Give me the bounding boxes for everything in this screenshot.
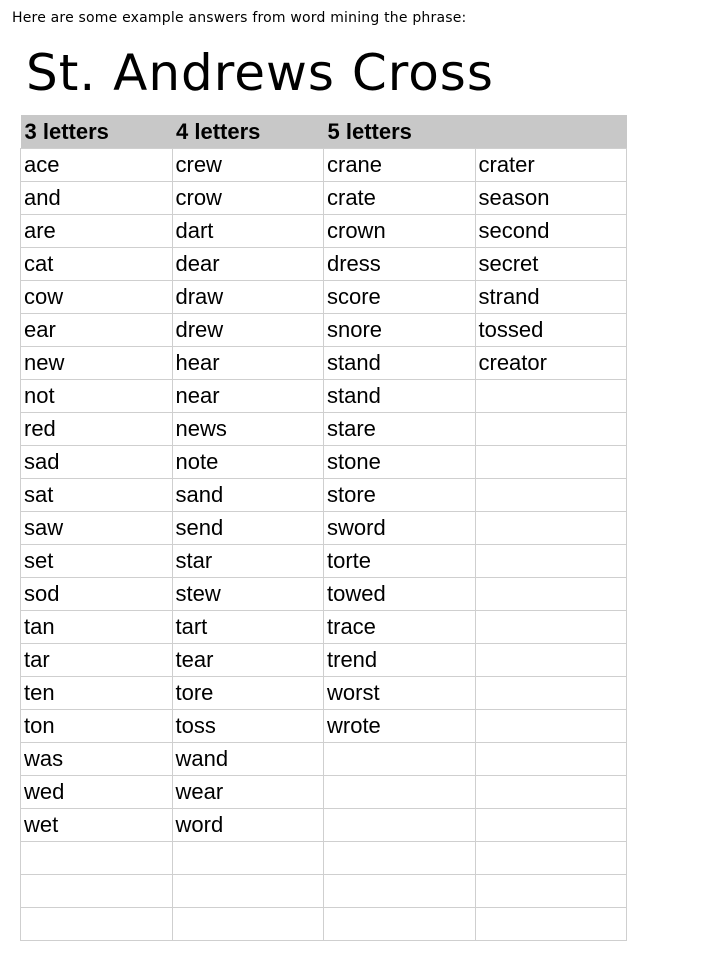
word-3-letters-cell: ace: [21, 149, 173, 182]
word-3-letters-cell: wet: [21, 809, 173, 842]
word-3-letters-cell: [21, 842, 173, 875]
word-6-plus-letters-cell: [475, 842, 627, 875]
word-3-letters-cell: tan: [21, 611, 173, 644]
word-6-plus-letters-cell: [475, 578, 627, 611]
table-row: [21, 545, 627, 578]
header-3-letters: 3 letters: [24, 118, 109, 144]
header-5-letters: 5 letters: [327, 118, 412, 144]
word-5-letters-cell: crate: [324, 182, 476, 215]
word-4-letters-cell: crew: [172, 149, 324, 182]
table-row: [21, 182, 627, 215]
table-row: [21, 149, 627, 182]
word-5-letters-cell: score: [324, 281, 476, 314]
word-table-body: [21, 149, 627, 941]
word-6-plus-letters-cell: second: [475, 215, 627, 248]
header-row: [21, 115, 627, 149]
word-3-letters-cell: [21, 908, 173, 941]
word-6-plus-letters-cell: strand: [475, 281, 627, 314]
word-5-letters-cell: [324, 743, 476, 776]
word-3-letters-cell: sod: [21, 578, 173, 611]
word-6-plus-letters-cell: [475, 611, 627, 644]
word-3-letters-cell: and: [21, 182, 173, 215]
word-5-letters-cell: sword: [324, 512, 476, 545]
word-6-plus-letters-cell: secret: [475, 248, 627, 281]
word-6-plus-letters-cell: season: [475, 182, 627, 215]
word-6-plus-letters-cell: [475, 875, 627, 908]
table-row: [21, 380, 627, 413]
table-row: [21, 842, 627, 875]
word-5-letters-cell: crane: [324, 149, 476, 182]
table-row: [21, 215, 627, 248]
word-5-letters-cell: torte: [324, 545, 476, 578]
word-5-letters-cell: [324, 908, 476, 941]
word-table-header: [21, 115, 627, 149]
word-3-letters-cell: tar: [21, 644, 173, 677]
word-3-letters-cell: was: [21, 743, 173, 776]
table-row: [21, 446, 627, 479]
word-3-letters-cell: new: [21, 347, 173, 380]
word-3-letters-cell: ton: [21, 710, 173, 743]
table-row: [21, 875, 627, 908]
word-6-plus-letters-cell: creator: [475, 347, 627, 380]
word-4-letters-cell: news: [172, 413, 324, 446]
word-5-letters-cell: [324, 875, 476, 908]
word-3-letters-cell: red: [21, 413, 173, 446]
word-3-letters-cell: cow: [21, 281, 173, 314]
word-6-plus-letters-cell: [475, 512, 627, 545]
word-3-letters-cell: ten: [21, 677, 173, 710]
word-3-letters-cell: ear: [21, 314, 173, 347]
word-5-letters-cell: trend: [324, 644, 476, 677]
table-row: [21, 578, 627, 611]
word-5-letters-cell: [324, 809, 476, 842]
word-5-letters-cell: store: [324, 479, 476, 512]
word-6-plus-letters-cell: [475, 644, 627, 677]
word-4-letters-cell: crow: [172, 182, 324, 215]
word-6-plus-letters-cell: [475, 413, 627, 446]
word-5-letters-cell: snore: [324, 314, 476, 347]
word-4-letters-cell: drew: [172, 314, 324, 347]
word-6-plus-letters-cell: tossed: [475, 314, 627, 347]
word-4-letters-cell: sand: [172, 479, 324, 512]
word-6-plus-letters-cell: [475, 776, 627, 809]
table-row: [21, 677, 627, 710]
page-title: St. Andrews Cross: [26, 44, 494, 102]
word-6-plus-letters-cell: [475, 446, 627, 479]
word-4-letters-cell: tear: [172, 644, 324, 677]
word-4-letters-cell: wear: [172, 776, 324, 809]
word-4-letters-cell: send: [172, 512, 324, 545]
word-5-letters-cell: stand: [324, 347, 476, 380]
word-6-plus-letters-cell: [475, 380, 627, 413]
header-6-plus-letters: [475, 115, 627, 149]
word-4-letters-cell: [172, 875, 324, 908]
table-row: [21, 710, 627, 743]
table-row: [21, 512, 627, 545]
table-row: [21, 809, 627, 842]
word-4-letters-cell: note: [172, 446, 324, 479]
table-row: [21, 479, 627, 512]
word-5-letters-cell: towed: [324, 578, 476, 611]
word-4-letters-cell: stew: [172, 578, 324, 611]
word-6-plus-letters-cell: [475, 743, 627, 776]
word-4-letters-cell: [172, 908, 324, 941]
word-5-letters-cell: worst: [324, 677, 476, 710]
word-4-letters-cell: dart: [172, 215, 324, 248]
table-row: [21, 248, 627, 281]
word-table: [20, 115, 627, 941]
word-4-letters-cell: wand: [172, 743, 324, 776]
table-row: [21, 347, 627, 380]
word-4-letters-cell: word: [172, 809, 324, 842]
header-4-letters: 4 letters: [176, 118, 261, 144]
word-5-letters-cell: crown: [324, 215, 476, 248]
word-5-letters-cell: stone: [324, 446, 476, 479]
word-5-letters-cell: trace: [324, 611, 476, 644]
word-4-letters-cell: star: [172, 545, 324, 578]
word-6-plus-letters-cell: [475, 710, 627, 743]
word-5-letters-cell: [324, 776, 476, 809]
word-5-letters-cell: stare: [324, 413, 476, 446]
word-6-plus-letters-cell: [475, 677, 627, 710]
word-6-plus-letters-cell: [475, 809, 627, 842]
table-row: [21, 776, 627, 809]
word-3-letters-cell: not: [21, 380, 173, 413]
table-row: [21, 908, 627, 941]
word-3-letters-cell: are: [21, 215, 173, 248]
word-3-letters-cell: [21, 875, 173, 908]
word-5-letters-cell: wrote: [324, 710, 476, 743]
table-row: [21, 644, 627, 677]
word-5-letters-cell: [324, 842, 476, 875]
word-5-letters-cell: dress: [324, 248, 476, 281]
table-row: [21, 611, 627, 644]
word-3-letters-cell: cat: [21, 248, 173, 281]
table-row: [21, 314, 627, 347]
intro-text: Here are some example answers from word mining the phrase:: [12, 10, 467, 26]
table-row: [21, 413, 627, 446]
word-6-plus-letters-cell: [475, 545, 627, 578]
word-4-letters-cell: near: [172, 380, 324, 413]
word-4-letters-cell: draw: [172, 281, 324, 314]
word-3-letters-cell: saw: [21, 512, 173, 545]
word-4-letters-cell: toss: [172, 710, 324, 743]
word-3-letters-cell: sad: [21, 446, 173, 479]
word-6-plus-letters-cell: crater: [475, 149, 627, 182]
word-5-letters-cell: stand: [324, 380, 476, 413]
table-row: [21, 743, 627, 776]
word-4-letters-cell: dear: [172, 248, 324, 281]
word-6-plus-letters-cell: [475, 908, 627, 941]
word-6-plus-letters-cell: [475, 479, 627, 512]
word-3-letters-cell: sat: [21, 479, 173, 512]
word-4-letters-cell: tart: [172, 611, 324, 644]
word-4-letters-cell: [172, 842, 324, 875]
word-3-letters-cell: wed: [21, 776, 173, 809]
word-4-letters-cell: hear: [172, 347, 324, 380]
table-row: [21, 281, 627, 314]
word-4-letters-cell: tore: [172, 677, 324, 710]
word-3-letters-cell: set: [21, 545, 173, 578]
